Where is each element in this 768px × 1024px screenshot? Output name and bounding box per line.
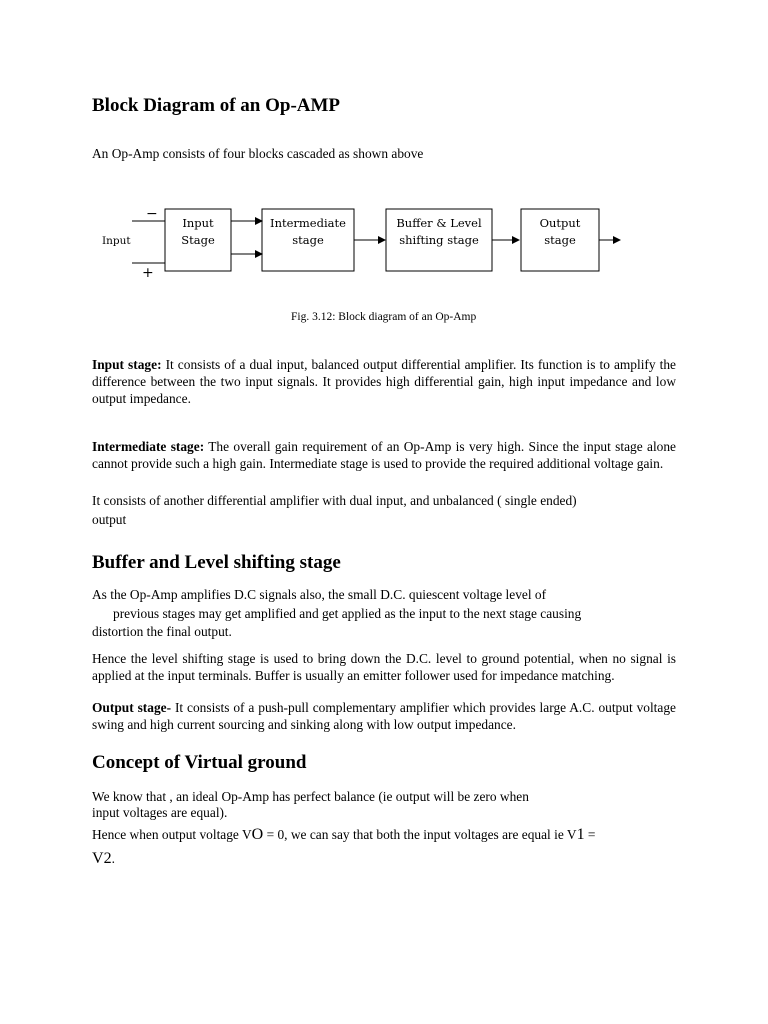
vg-text-end: . bbox=[111, 851, 115, 866]
v1-subscript: 1 bbox=[576, 826, 585, 843]
block-buffer-stage-line2: shifting stage bbox=[399, 233, 479, 247]
intermediate-stage-text2-line1: It consists of another differential amplifier with dual input, and unbalanced ( single ended) bbox=[92, 493, 577, 508]
plus-sign: + bbox=[142, 265, 154, 281]
op-amp-block-diagram bbox=[0, 195, 768, 295]
vg-text-pre: Hence when output voltage V bbox=[92, 827, 252, 842]
intermediate-stage-paragraph bbox=[92, 438, 676, 472]
buffer-para1-line1: As the Op-Amp amplifies D.C signals also, the small D.C. quiescent voltage level of bbox=[92, 587, 547, 602]
intermediate-stage-label: Intermediate stage: bbox=[92, 439, 205, 454]
block-output-stage-line2: stage bbox=[544, 233, 576, 247]
input-stage-text: It consists of a dual input, balanced output differential amplifier. Its function is to amplify the difference between the two input signals. It provides high differential gain, high input impedance and low output impedance. bbox=[92, 357, 676, 406]
intermediate-stage-text: The overall gain requirement of an Op-Amp is very high. Since the input stage alone cannot provide such a high gain. Intermediate stage is used to provide the required additional voltage gain. bbox=[92, 439, 677, 471]
output-stage-text: It consists of a push-pull complementary amplifier which provides large A.C. output voltage swing and high current sourcing and sinking along with low output impedance. bbox=[92, 700, 676, 732]
page-title: Block Diagram of an Op-AMP bbox=[92, 95, 341, 116]
vg-para2-line1 bbox=[92, 826, 595, 843]
block-input-stage-line1: Input bbox=[182, 216, 214, 230]
input-stage-paragraph bbox=[92, 356, 676, 407]
block-intermediate-stage-line2: stage bbox=[292, 233, 324, 247]
vg-text-post: = bbox=[584, 827, 596, 842]
block-intermediate-stage-line1: Intermediate bbox=[270, 216, 346, 230]
v2-subscript: 2 bbox=[103, 850, 112, 867]
output-stage-paragraph bbox=[92, 699, 676, 733]
vg-text-mid: = 0, we can say that both the input voltages are equal ie V bbox=[263, 827, 577, 842]
virtual-ground-heading: Concept of Virtual ground bbox=[92, 752, 307, 773]
buffer-heading: Buffer and Level shifting stage bbox=[92, 552, 341, 573]
input-stage-label: Input stage: bbox=[92, 357, 162, 372]
input-label: Input bbox=[102, 235, 131, 247]
buffer-para1-line2: previous stages may get amplified and get applied as the input to the next stage causing bbox=[113, 606, 582, 621]
v2-label: V bbox=[92, 850, 104, 867]
vg-para1-line1: We know that , an ideal Op-Amp has perfect balance (ie output will be zero when bbox=[92, 789, 529, 804]
buffer-para1-line3: distortion the final output. bbox=[92, 624, 232, 639]
intro-text: An Op-Amp consists of four blocks cascaded as shown above bbox=[92, 146, 424, 161]
block-output-stage-line1: Output bbox=[539, 216, 581, 230]
minus-sign: − bbox=[146, 206, 158, 222]
intermediate-stage-text2-line2: output bbox=[92, 512, 127, 527]
buffer-para2: Hence the level shifting stage is used to bring down the D.C. level to ground potential, when no signal is applied at the input terminals. Buffer is usually an emitter follower used for impedance matching. bbox=[92, 651, 676, 683]
vg-para1-line2: input voltages are equal). bbox=[92, 805, 228, 820]
block-input-stage-line2: Stage bbox=[181, 233, 215, 247]
vo-subscript: O bbox=[251, 826, 264, 843]
vg-para2-line2 bbox=[92, 850, 115, 867]
figure-caption: Fig. 3.12: Block diagram of an Op-Amp bbox=[291, 311, 477, 323]
output-stage-label: Output stage- bbox=[92, 700, 172, 715]
block-buffer-stage-line1: Buffer & Level bbox=[396, 216, 482, 230]
